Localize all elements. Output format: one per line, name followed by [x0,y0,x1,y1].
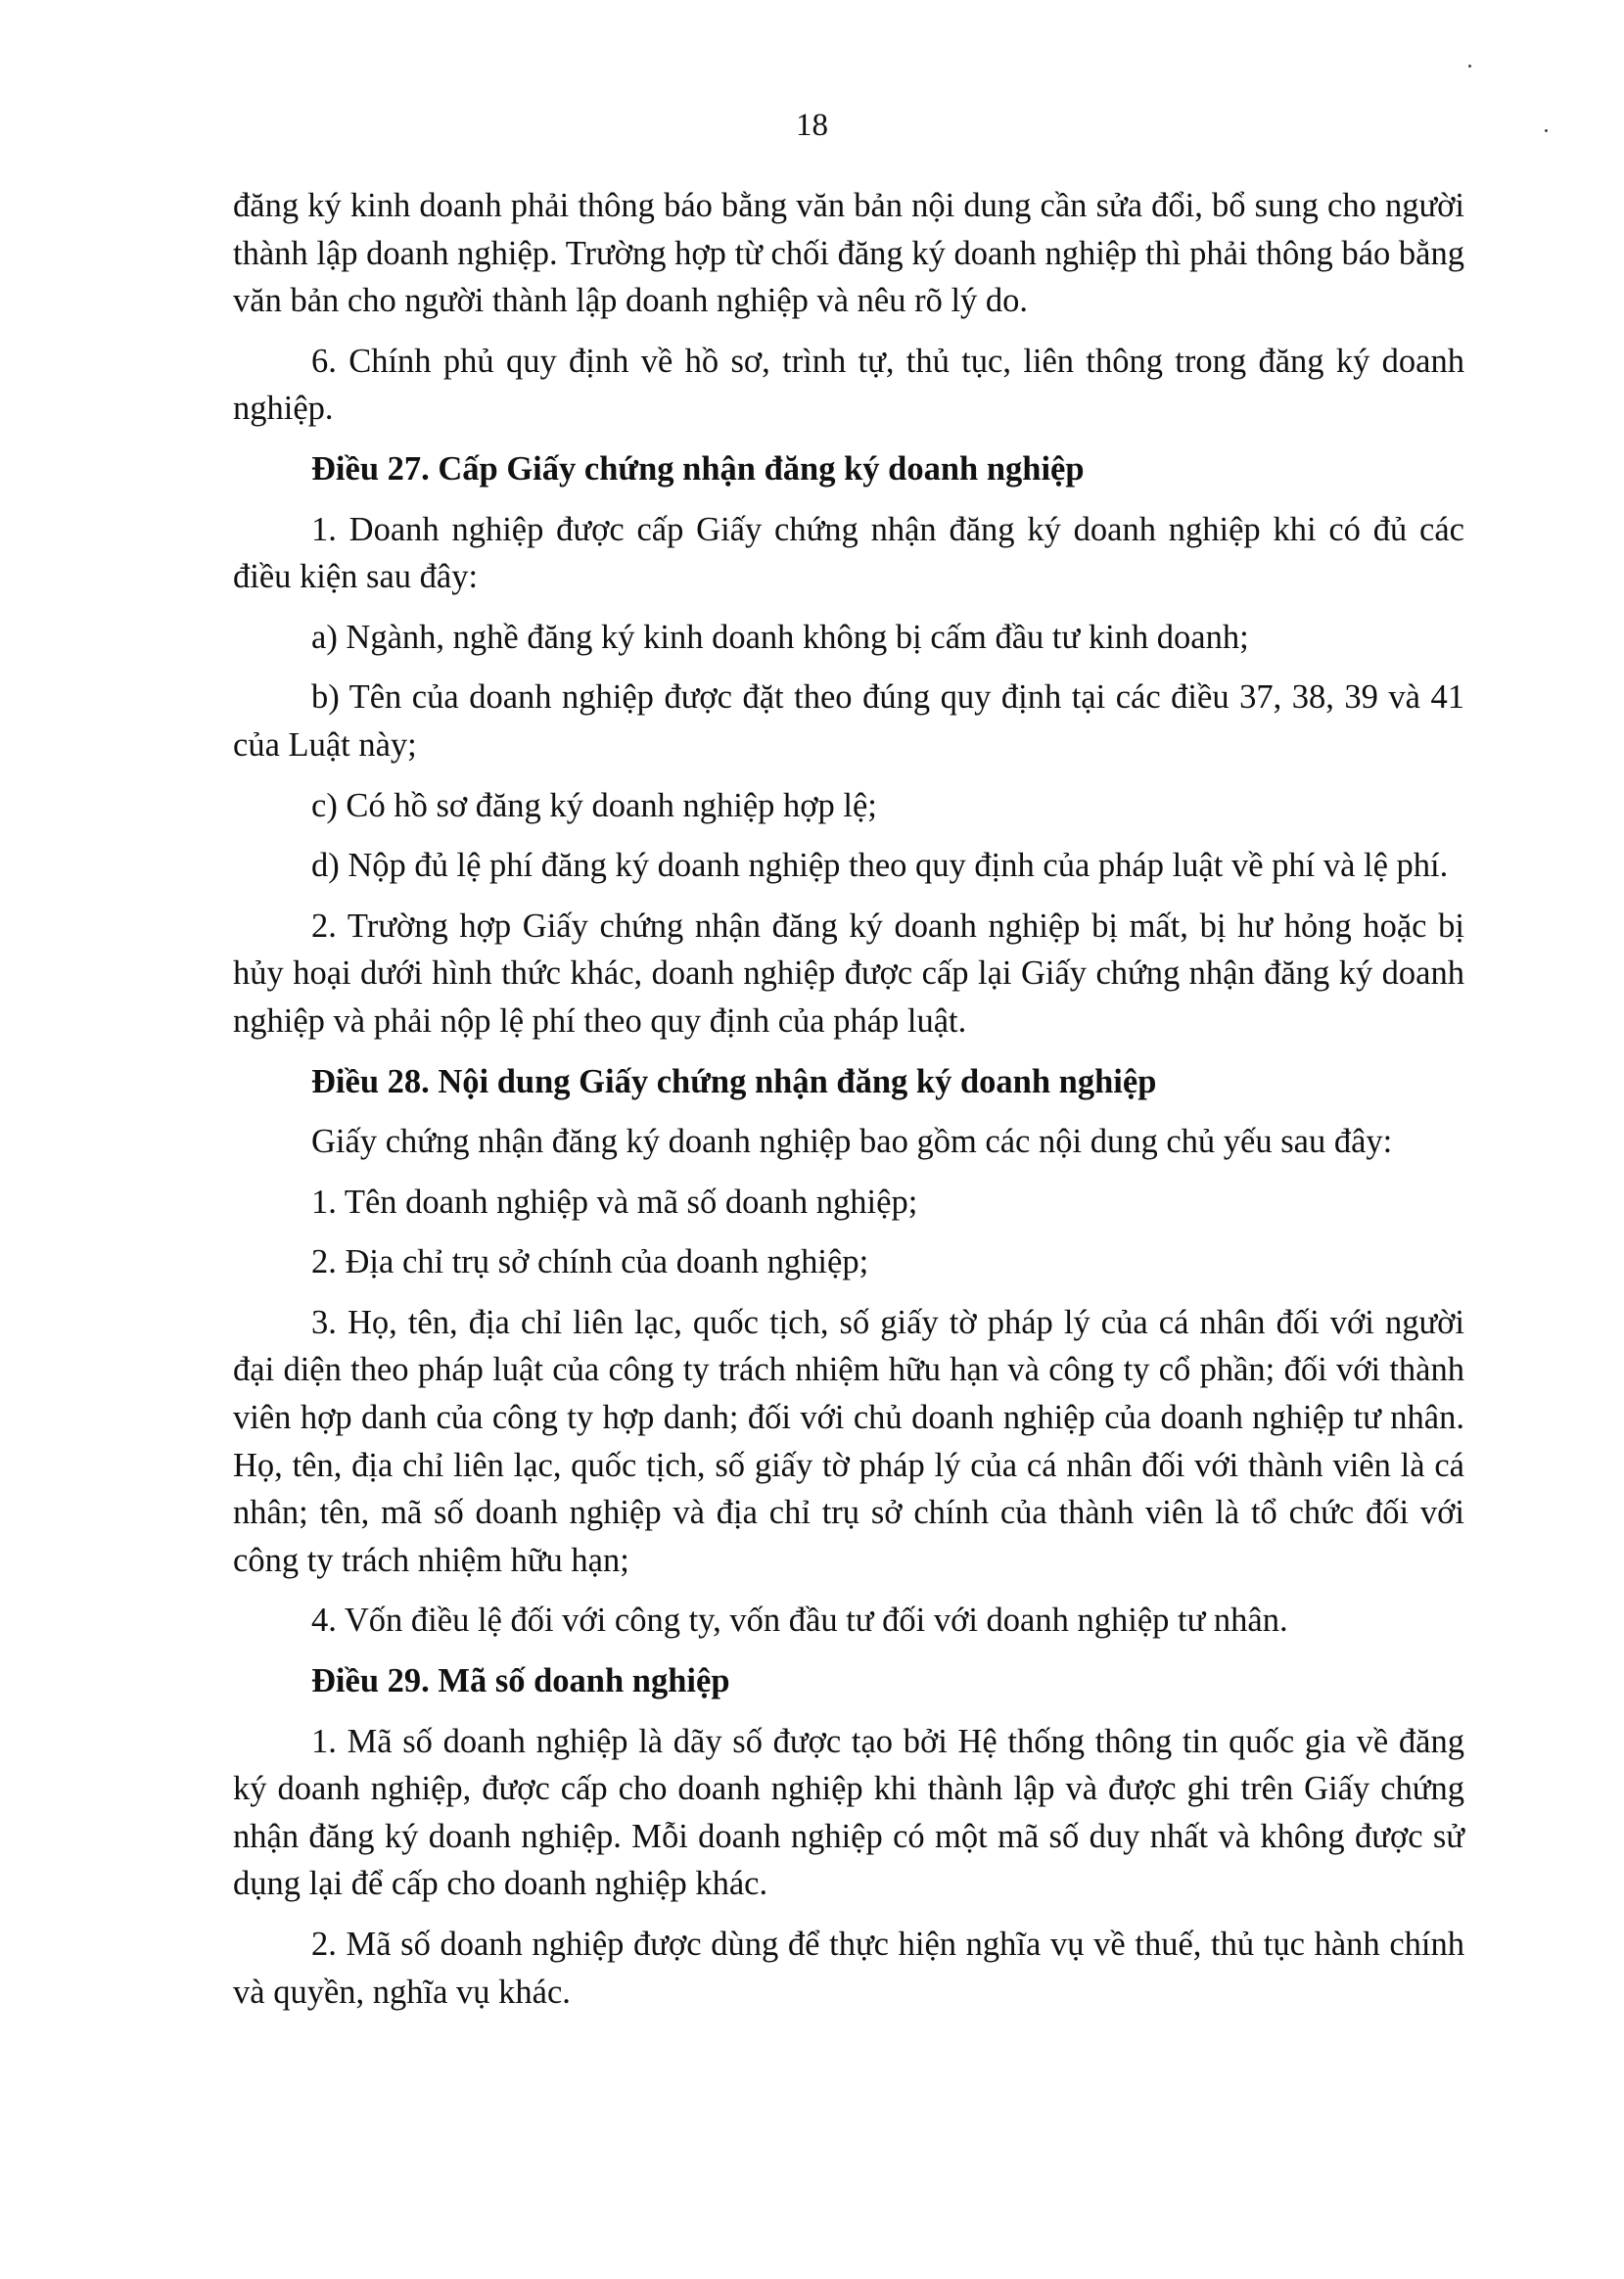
article-28-intro: Giấy chứng nhận đăng ký doanh nghiệp bao gồm các nội dung chủ yếu sau đây: [311,1123,1393,1161]
article-27-clause-1d: d) Nộp đủ lệ phí đăng ký doanh nghiệp theo quy định của pháp luật về phí và lệ phí. [311,847,1449,885]
article-27-clause-1b: b) Tên của doanh nghiệp được đặt theo đúng quy định tại các điều 37, 38, 39 và 41 của Luật này; [233,678,1464,764]
article-28-clause-2: 2. Địa chỉ trụ sở chính của doanh nghiệp; [311,1243,869,1281]
page-number: 18 [796,108,828,143]
article-29-heading: Điều 29. Mã số doanh nghiệp [311,1662,730,1700]
scan-speck [1545,129,1548,132]
paragraph-clause-6: 6. Chính phủ quy định về hồ sơ, trình tự, thủ tục, liên thông trong đăng ký doanh nghiệp. [233,342,1464,428]
article-29-clause-2: 2. Mã số doanh nghiệp được dùng để thực hiện nghĩa vụ về thuế, thủ tục hành chính và quyền, nghĩa vụ khác. [233,1926,1464,2011]
article-28-heading: Điều 28. Nội dung Giấy chứng nhận đăng ký doanh nghiệp [311,1062,1157,1100]
article-28-clause-3: 3. Họ, tên, địa chỉ liên lạc, quốc tịch, số giấy tờ pháp lý của cá nhân đối với người đại diện theo pháp luật của công ty trách nhiệm hữu hạn và công ty cổ phần; đối với thành viên hợp danh của công ty hợp danh; đối với chủ doanh nghiệp của doanh nghiệp tư nhân. Họ, tên, địa chỉ liên lạc, quốc tịch, số giấy tờ pháp lý của cá nhân đối với thành viên là cá nhân; tên, mã số doanh nghiệp và địa chỉ trụ sở chính của thành viên là tổ chức đối với công ty trách nhiệm hữu hạn; [233,1303,1464,1579]
document-body [233,182,1464,2028]
paragraph-continued: đăng ký kinh doanh phải thông báo bằng văn bản nội dung cần sửa đổi, bổ sung cho người thành lập doanh nghiệp. Trường hợp từ chối đăng ký doanh nghiệp thì phải thông báo bằng văn bản cho người thành lập doanh nghiệp và nêu rõ lý do. [233,187,1464,320]
article-28-clause-1: 1. Tên doanh nghiệp và mã số doanh nghiệp; [311,1183,918,1221]
article-28-clause-4: 4. Vốn điều lệ đối với công ty, vốn đầu tư đối với doanh nghiệp tư nhân. [311,1602,1288,1640]
scan-speck [1468,65,1471,68]
article-27-clause-1a: a) Ngành, nghề đăng ký kinh doanh không bị cấm đầu tư kinh doanh; [311,618,1249,656]
article-27-clause-2: 2. Trường hợp Giấy chứng nhận đăng ký doanh nghiệp bị mất, bị hư hỏng hoặc bị hủy hoại dưới hình thức khác, doanh nghiệp được cấp lại Giấy chứng nhận đăng ký doanh nghiệp và phải nộp lệ phí theo quy định của pháp luật. [233,907,1464,1040]
article-29-clause-1: 1. Mã số doanh nghiệp là dãy số được tạo bởi Hệ thống thông tin quốc gia về đăng ký doanh nghiệp, được cấp cho doanh nghiệp khi thành lập và được ghi trên Giấy chứng nhận đăng ký doanh nghiệp. Mỗi doanh nghiệp có một mã số duy nhất và không được sử dụng lại để cấp cho doanh nghiệp khác. [233,1722,1464,1903]
article-27-clause-1: 1. Doanh nghiệp được cấp Giấy chứng nhận đăng ký doanh nghiệp khi có đủ các điều kiện sau đây: [233,510,1464,596]
article-27-heading: Điều 27. Cấp Giấy chứng nhận đăng ký doanh nghiệp [311,449,1085,488]
article-27-clause-1c: c) Có hồ sơ đăng ký doanh nghiệp hợp lệ; [311,786,877,824]
